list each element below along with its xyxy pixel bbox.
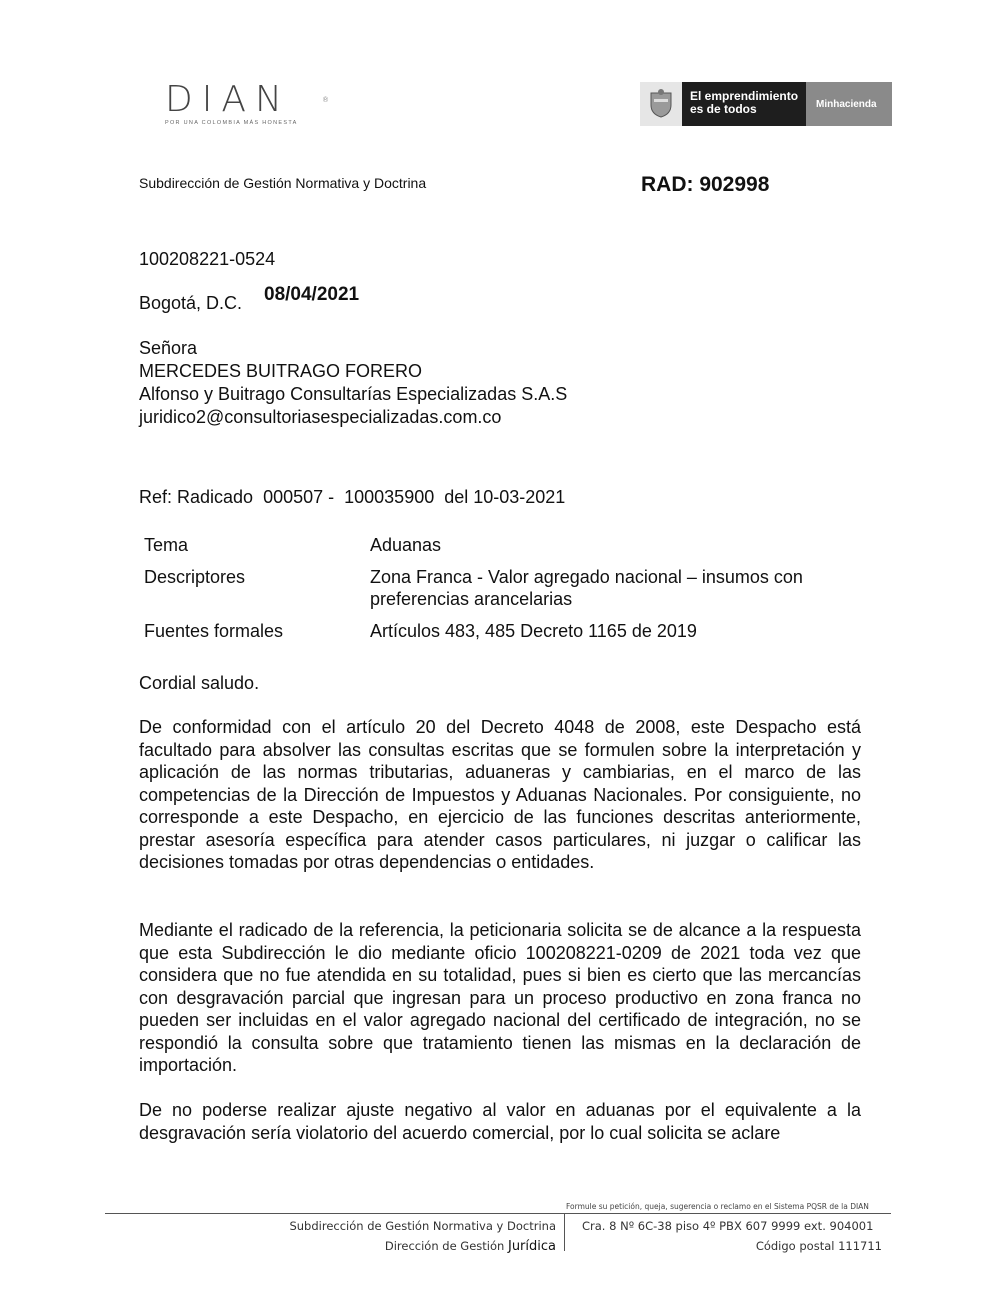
recipient-block	[139, 337, 567, 429]
footer-office	[200, 1216, 556, 1257]
meta-key: Tema	[144, 535, 189, 555]
meta-key: Fuentes formales	[144, 621, 284, 641]
paragraph-continuation: De no poderse realizar ajuste negativo al valor en aduanas por el equivalente a la desgravación sería violatorio del acuerdo comercial, por lo cual solicita se aclare	[139, 1100, 861, 1143]
meta-row-tema	[144, 534, 864, 556]
reference-line: Ref: Radicado 000507 - 100035900 del 10-03-2021	[139, 487, 566, 507]
footer-divider	[105, 1213, 891, 1214]
coat-of-arms-icon	[640, 82, 682, 126]
dian-logo: DIAN ® POR UNA COLOMBIA MÁS HONESTA	[165, 79, 329, 126]
letter-date: 08/04/2021	[264, 284, 360, 305]
footer-subdirection: Subdirección de Gestión Normativa y Doctrina	[289, 1219, 556, 1233]
meta-row-fuentes	[144, 620, 864, 642]
header-subdirection: Subdirección de Gestión Normativa y Doctrina	[139, 175, 427, 191]
footer-address: Cra. 8 Nº 6C-38 piso 4º PBX 607 9999 ext. 904001	[582, 1219, 874, 1233]
greeting: Cordial saludo.	[139, 673, 260, 693]
pqsr-note: Formule su petición, queja, sugerencia o reclamo en el Sistema PQSR de la DIAN	[566, 1202, 869, 1211]
dian-logo-text: DIAN	[165, 79, 291, 120]
document-number: 100208221-0524	[139, 249, 276, 269]
recipient-email: juridico2@consultoriasespecializadas.com.co	[139, 407, 502, 427]
subject-table	[144, 534, 864, 652]
meta-row-descriptores	[144, 566, 864, 610]
meta-value: Artículos 483, 485 Decreto 1165 de 2019	[370, 621, 697, 641]
footer-direction-prefix: Dirección de Gestión	[384, 1239, 508, 1253]
recipient-salutation: Señora	[139, 338, 198, 358]
meta-value: Aduanas	[370, 535, 442, 555]
dian-tagline: POR UNA COLOMBIA MÁS HONESTA	[165, 120, 298, 126]
meta-key: Descriptores	[144, 567, 246, 587]
footer-direction	[200, 1236, 556, 1257]
footer-contact	[582, 1216, 882, 1256]
government-logo	[640, 82, 892, 126]
rad-number: RAD: 902998	[641, 173, 770, 196]
gov-slogan	[682, 82, 806, 126]
footer-postal: Código postal 111711	[755, 1239, 882, 1253]
footer-separator	[564, 1214, 565, 1251]
paragraph-competence: De conformidad con el artículo 20 del Decreto 4048 de 2008, este Despacho está facultado para absolver las consultas escritas que se formulen sobre la interpretación y aplicación de las normas tributarias, aduaneras y cambiarias, en el marco de las competencias de la Dirección de Impuestos y Aduanas Nacionales. Por consiguiente, no corresponde a este Despacho, en ejercicio de las funciones descritas anteriormente, prestar asesoría específica para atender casos particulares, ni juzgar o calificar las decisiones tomadas por otras dependencias o entidades.	[139, 717, 861, 872]
paragraph-request: Mediante el radicado de la referencia, la peticionaria solicita se de alcance a la respuesta que esta Subdirección le dio mediante oficio 100208221-0209 de 2021 toda vez que considera que no fue atendida en su totalidad, pues si bien es cierto que las mercancías con desgravación parcial que ingresan para un proceso productivo en zona franca no pueden ser incluidas en el valor agregado nacional del certificado de integración, no se respondió la consulta sobre que tratamiento tienen las mismas en la declaración de importación.	[139, 920, 861, 1075]
gov-slogan-line1: El emprendimiento	[690, 89, 799, 103]
gov-slogan-line2: es de todos	[690, 102, 757, 116]
city: Bogotá, D.C.	[139, 293, 243, 313]
footer-direction-emph: Jurídica	[507, 1239, 556, 1254]
ministry-label: Minhacienda	[806, 82, 892, 126]
recipient-company: Alfonso y Buitrago Consultarías Especializadas S.A.S	[139, 384, 568, 404]
recipient-name: MERCEDES BUITRAGO FORERO	[139, 361, 423, 381]
meta-value: Zona Franca - Valor agregado nacional – insumos con preferencias arancelarias	[370, 567, 803, 609]
